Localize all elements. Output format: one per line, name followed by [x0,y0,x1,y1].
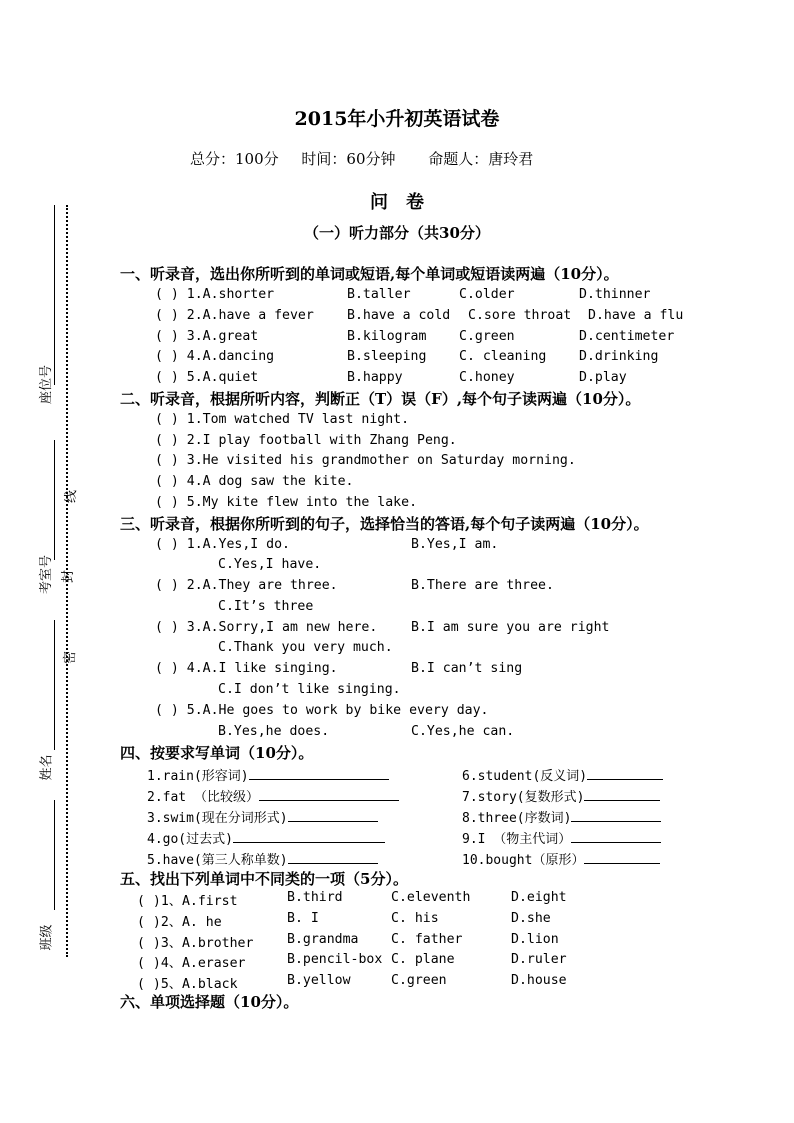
seal-line-char: 线 [64,489,80,504]
s5-q1-b: B.third [287,890,343,905]
s1-q5-b: B.happy [347,370,403,385]
answer-blank[interactable] [571,809,661,822]
s1-q2-d: D.have a flu [588,308,684,323]
room-no-line [54,440,55,560]
s1-q3-c: C.green [459,329,515,344]
s2-q3: ( ) 3.He visited his grandmother on Saturday morning. [155,453,576,468]
s1-q1-b: B.taller [347,287,411,302]
s1-q2-c: C.sore throat [468,308,572,323]
s4-q6 [462,765,663,784]
answer-blank[interactable] [249,767,389,780]
s5-q4-c: C. plane [391,952,455,967]
s3-q3-a: ( ) 3.A.Sorry,I am new here. [155,620,378,635]
s3-q3-c: C.Thank you very much. [218,640,393,655]
s4-q7-label: 7.story(复数形式) [462,790,585,805]
exam-time: 时间：60分钟 [301,150,396,168]
s5-q4-a: ( )4、A.eraser [137,956,246,971]
part-heading: （一）听力部分（共30分） [304,224,490,242]
s4-q3 [147,807,378,826]
s4-q7 [462,786,660,805]
s1-q1-d: D.thinner [579,287,651,302]
class-label: 班级 [39,924,55,951]
s3-q5-a: ( ) 5.A.He goes to work by bike every day. [155,703,489,718]
s2-q1: ( ) 1.Tom watched TV last night. [155,412,410,427]
s3-q4-b: B.I can’t sing [411,661,523,676]
section-6-heading: 六、单项选择题（10分）。 [120,993,299,1011]
name-line [54,620,55,750]
s5-q5-b: B.yellow [287,973,351,988]
section-1-heading: 一、听录音，选出你所听到的单词或短语,每个单词或短语读两遍（10分）。 [120,265,619,283]
exam-author: 命题人：唐玲君 [428,150,534,168]
s5-q5-c: C.green [391,973,447,988]
total-score: 总分：100分 [190,150,279,168]
s1-q3-a: ( ) 3.A.great [155,329,259,344]
answer-blank[interactable] [233,830,385,843]
answer-blank[interactable] [571,830,661,843]
s3-q4-c: C.I don’t like singing. [218,682,401,697]
s4-q1-label: 1.rain(形容词) [147,769,249,784]
s1-q2-b: B.have a cold [347,308,451,323]
s2-q5: ( ) 5.My kite flew into the lake. [155,495,418,510]
s3-q5-b: B.Yes,he does. [218,724,330,739]
s5-q5-a: ( )5、A.black [137,977,238,992]
s5-q5-d: D.house [511,973,567,988]
s3-q1-b: B.Yes,I am. [411,537,499,552]
s1-q1-a: ( ) 1.A.shorter [155,287,275,302]
s4-q6-label: 6.student(反义词) [462,769,588,784]
seal-seal-char: 封 [61,569,77,584]
answer-blank[interactable] [288,851,378,864]
section-4-heading: 四、按要求写单词（10分）。 [120,744,314,762]
exam-meta [190,148,551,169]
answer-blank[interactable] [584,788,660,801]
s4-q8 [462,807,661,826]
s1-q2-a: ( ) 2.A.have a fever [155,308,314,323]
s4-q10-label: 10.bought（原形） [462,853,585,868]
s3-q5-c: C.Yes,he can. [411,724,515,739]
s3-q1-c: C.Yes,I have. [218,557,322,572]
s1-q3-d: D.centimeter [579,329,675,344]
answer-blank[interactable] [259,788,399,801]
s4-q5 [147,849,378,868]
s4-q10 [462,849,660,868]
s5-q4-d: D.ruler [511,952,567,967]
s5-q3-d: D.lion [511,932,559,947]
section-3-heading: 三、听录音，根据你所听到的句子，选择恰当的答语,每个句子读两遍（10分）。 [120,515,649,533]
page-title: 2015年小升初英语试卷 [294,108,500,130]
answer-blank[interactable] [587,767,663,780]
seat-no-line [54,205,55,385]
s4-q5-label: 5.have(第三人称单数) [147,853,288,868]
s3-q2-a: ( ) 2.A.They are three. [155,578,338,593]
s1-q5-a: ( ) 5.A.quiet [155,370,259,385]
s1-q4-d: D.drinking [579,349,659,364]
s4-q4-label: 4.go(过去式) [147,832,233,847]
s5-q3-a: ( )3、A.brother [137,936,254,951]
s2-q2: ( ) 2.I play football with Zhang Peng. [155,433,457,448]
s3-q2-c: C.It’s three [218,599,314,614]
s5-q1-a: ( )1、A.first [137,894,238,909]
s1-q4-c: C. cleaning [459,349,547,364]
s4-q2-label: 2.fat （比较级） [147,790,259,805]
s1-q3-b: B.kilogram [347,329,427,344]
s1-q5-c: C.honey [459,370,515,385]
s5-q3-b: B.grandma [287,932,359,947]
s3-q2-b: B.There are three. [411,578,554,593]
s5-q1-c: C.eleventh [391,890,471,905]
s1-q4-a: ( ) 4.A.dancing [155,349,275,364]
s4-q9-label: 9.I （物主代词） [462,832,572,847]
seal-secret-char: 密 [63,650,79,665]
s5-q2-a: ( )2、A. he [137,915,222,930]
s1-q1-c: C.older [459,287,515,302]
s4-q9 [462,828,661,847]
section-5-heading: 五、找出下列单词中不同类的一项（5分）。 [120,870,408,888]
s5-q3-c: C. father [391,932,463,947]
s5-q2-d: D.she [511,911,551,926]
s4-q4 [147,828,385,847]
s4-q8-label: 8.three(序数词) [462,811,572,826]
answer-blank[interactable] [288,809,378,822]
s5-q2-c: C. his [391,911,439,926]
seat-no-label: 座位号 [39,364,55,405]
s4-q2 [147,786,399,805]
s5-q1-d: D.eight [511,890,567,905]
s5-q4-b: B.pencil-box [287,952,383,967]
s3-q3-b: B.I am sure you are right [411,620,610,635]
s5-q2-b: B. I [287,911,319,926]
s1-q5-d: D.play [579,370,627,385]
section-2-heading: 二、听录音，根据所听内容，判断正（T）误（F）,每个句子读两遍（10分）。 [120,390,641,408]
name-label: 姓名 [39,754,55,781]
room-no-label: 考室号 [39,554,55,595]
s4-q3-label: 3.swim(现在分词形式) [147,811,288,826]
paper-subtitle: 问 卷 [370,192,424,213]
s2-q4: ( ) 4.A dog saw the kite. [155,474,354,489]
s3-q1-a: ( ) 1.A.Yes,I do. [155,537,290,552]
s4-q1 [147,765,389,784]
s1-q4-b: B.sleeping [347,349,427,364]
class-line [54,800,55,910]
s3-q4-a: ( ) 4.A.I like singing. [155,661,338,676]
answer-blank[interactable] [584,851,660,864]
